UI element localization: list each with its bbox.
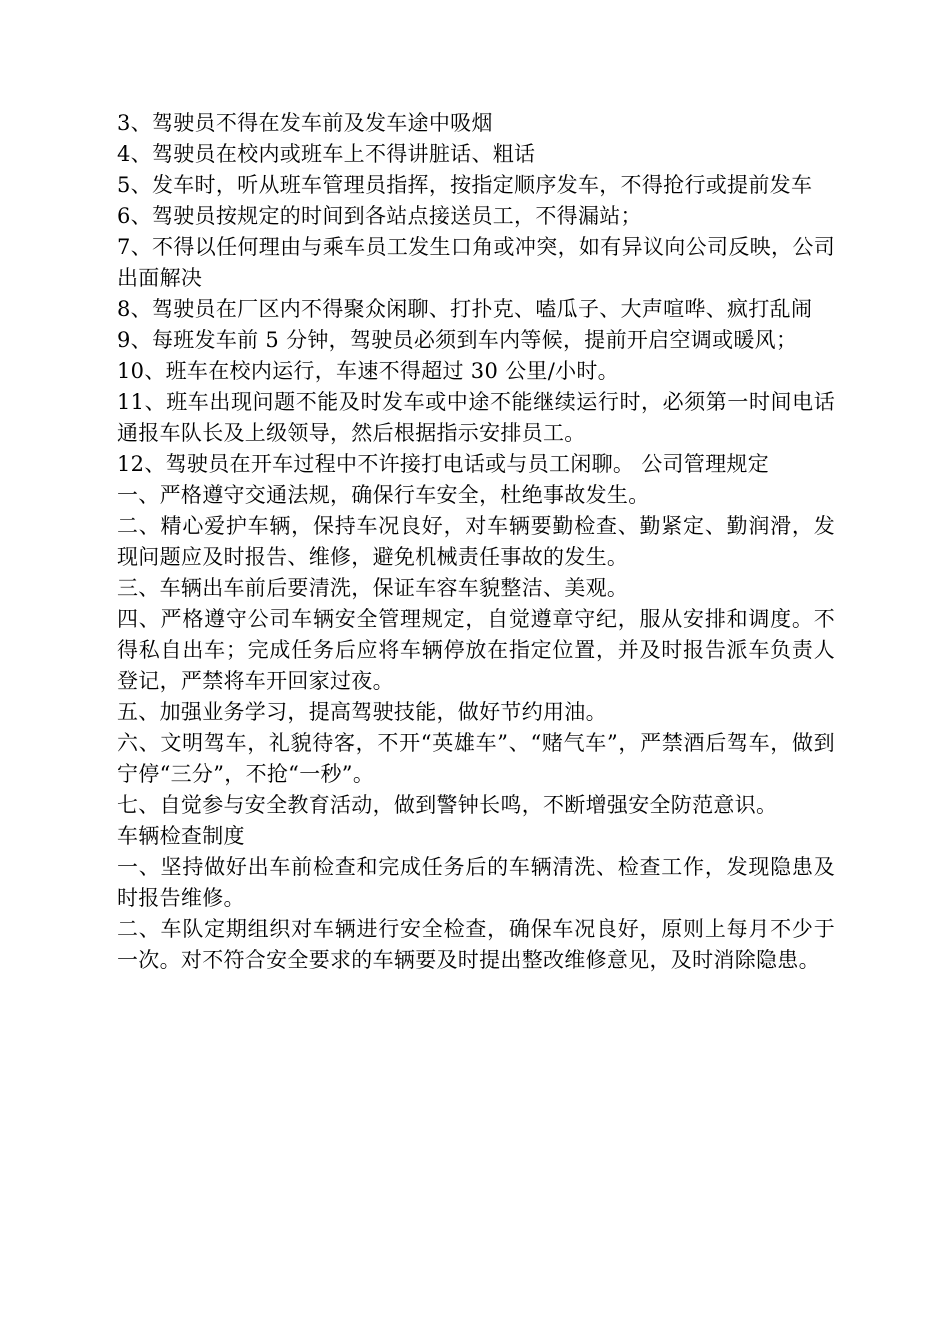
paragraph-rule-5: 5、发车时，听从班车管理员指挥，按指定顺序发车，不得抢行或提前发车 xyxy=(117,173,813,197)
paragraph-rule-12: 12、驾驶员在开车过程中不许接打电话或与员工闲聊。 公司管理规定 xyxy=(117,452,769,476)
paragraph-rule-7: 7、不得以任何理由与乘车员工发生口角或冲突，如有异议向公司反映，公司出面解决 xyxy=(117,235,835,290)
paragraph-company-rule-4: 四、严格遵守公司车辆安全管理规定，自觉遵章守纪，服从安排和调度。不得私自出车；完成任务后应将车辆停放在指定位置，并及时报告派车负责人登记，严禁将车开回家过夜。 xyxy=(117,607,835,693)
paragraph-company-rule-3: 三、车辆出车前后要清洗，保证车容车貌整洁、美观。 xyxy=(117,576,629,600)
paragraph-inspection-rule-2: 二、车队定期组织对车辆进行安全检查，确保车况良好，原则上每月不少于一次。对不符合安全要求的车辆要及时提出整改维修意见，及时消除隐患。 xyxy=(117,917,835,972)
paragraph-rule-10: 10、班车在校内运行，车速不得超过 30 公里/小时。 xyxy=(117,359,619,383)
paragraph-rule-11: 11、班车出现问题不能及时发车或中途不能继续运行时，必须第一时间电话通报车队长及上级领导，然后根据指示安排员工。 xyxy=(117,390,835,445)
paragraph-rule-9: 9、每班发车前 5 分钟，驾驶员必须到车内等候，提前开启空调或暖风； xyxy=(117,328,798,352)
paragraph-inspection-rule-1: 一、坚持做好出车前检查和完成任务后的车辆清洗、检查工作，发现隐患及时报告维修。 xyxy=(117,855,835,910)
paragraph-company-rule-7: 七、自觉参与安全教育活动，做到警钟长鸣，不断增强安全防范意识。 xyxy=(117,793,778,817)
document-body xyxy=(117,108,835,976)
paragraph-company-rule-5: 五、加强业务学习，提高驾驶技能，做好节约用油。 xyxy=(117,700,607,724)
paragraph-rule-8: 8、驾驶员在厂区内不得聚众闲聊、打扑克、嗑瓜子、大声喧哗、疯打乱闹 xyxy=(117,297,813,321)
paragraph-rule-3: 3、驾驶员不得在发车前及发车途中吸烟 xyxy=(117,111,493,135)
paragraph-rule-6: 6、驾驶员按规定的时间到各站点接送员工，不得漏站； xyxy=(117,204,642,228)
paragraph-company-rule-6: 六、文明驾车，礼貌待客，不开“英雄车”、“赌气车”，严禁酒后驾车，做到宁停“三分”，不抢“一秒”。 xyxy=(117,731,835,786)
paragraph-company-rule-2: 二、精心爱护车辆，保持车况良好，对车辆要勤检查、勤紧定、勤润滑，发现问题应及时报告、维修，避免机械责任事故的发生。 xyxy=(117,514,835,569)
section-heading-vehicle-inspection: 车辆检查制度 xyxy=(117,824,245,848)
paragraph-rule-4: 4、驾驶员在校内或班车上不得讲脏话、粗话 xyxy=(117,142,536,166)
paragraph-company-rule-1: 一、严格遵守交通法规，确保行车安全，杜绝事故发生。 xyxy=(117,483,650,507)
